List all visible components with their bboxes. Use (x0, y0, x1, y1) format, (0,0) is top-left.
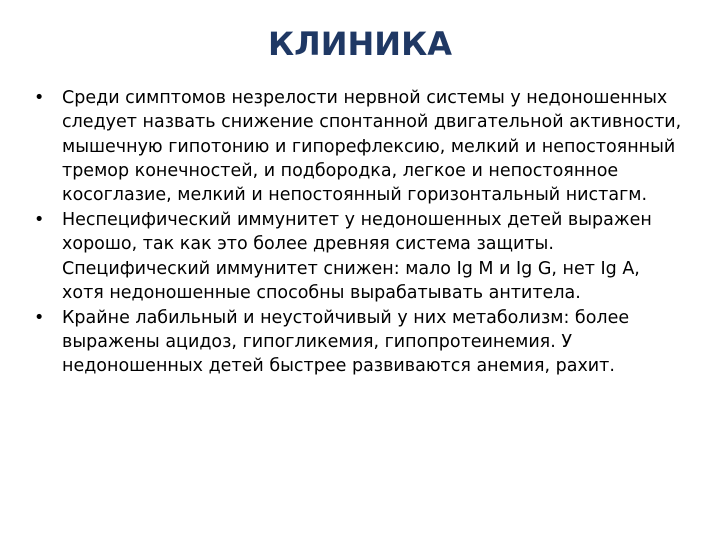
bullet-dot-icon: • (34, 307, 45, 328)
bullet-item-nervous-system (34, 86, 686, 207)
bullet-dot-icon: • (34, 88, 45, 108)
bullet-item-immunity (34, 208, 686, 305)
bullet-text: Среди симптомов незрелости нервной системы у недоношенных следует назвать снижение спонтанной двигательной активности, мышечную гипотонию и гипорефлексию, мелкий и непостоянный тремор конечностей, и подбородка, легкое и непостоянное косоглазие, мелкий и непостоянный горизонтальный нистагм. (62, 88, 682, 206)
bullet-item-metabolism (34, 306, 686, 379)
bullet-list (34, 86, 686, 379)
bullet-text: Неспецифический иммунитет у недоношенных детей выражен хорошо, так как это более древняя система защиты. Специфический иммунитет снижен: мало Ig M и Ig G, нет Ig A, хотя недоношенные способны вырабатывать антитела. (62, 209, 652, 303)
bullet-dot-icon: • (34, 209, 45, 230)
slide-title: КЛИНИКА (268, 25, 452, 63)
bullet-text: Крайне лабильный и неустойчивый у них метаболизм: более выражены ацидоз, гипогликемия, гипопротеинемия. У недоношенных детей быстрее развиваются анемия, рахит. (62, 307, 630, 377)
